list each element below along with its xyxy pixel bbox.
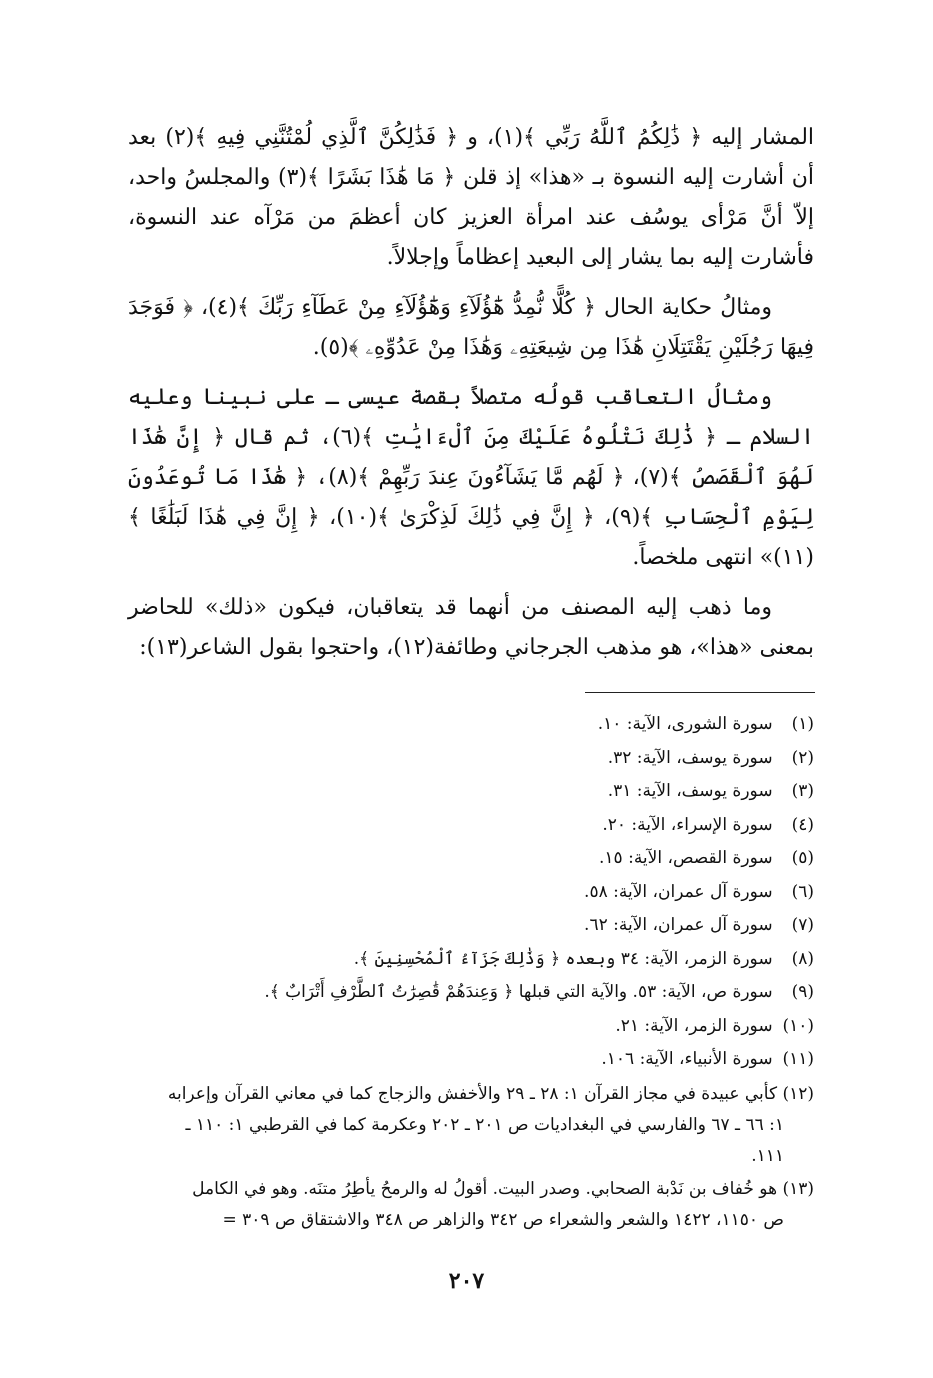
paragraph-3: ومثالُ التعاقب قولُه متصلاً بقصة عيسى ـ على نبينا وعليه السلام ـ ﴿ ذَٰلِكَ نَتْلُوهُ عَلَيْكَ مِنَ ٱلْءَايَٰتِ ﴾(٦)، ثم قال ﴿ إِنَّ هَٰذَا لَهُوَ ٱلْقَصَصُ ﴾(٧)، ﴿ لَهُم مَّا يَشَآءُونَ عِندَ رَبِّهِمْ ﴾(٨)، ﴿ هَٰذَا مَا تُوعَدُونَ لِيَوْمِ ٱلْحِسَابِ ﴾(٩)، ﴿ إِنَّ فِي ذَٰلِكَ لَذِكْرَىٰ ﴾(١٠)، ﴿ إِنَّ فِي هَٰذَا لَبَلَٰغًا ﴾(١١)» انتهى ملخصاً.: [128, 385, 814, 570]
footnote-number: (٤): [791, 814, 814, 835]
paragraph-1: المشار إليه ﴿ ذَٰلِكُمُ ٱللَّهُ رَبِّي ﴾(١)، و ﴿ فَذَٰلِكُنَّ ٱلَّذِي لُمْتُنَّنِي فِيهِ ﴾(٢) بعد أن أشارت إليه النسوة بـ «هذا» إذ قلن ﴿ مَا هَٰذَا بَشَرًا ﴾(٣) والمجلسُ واحد، إلاّ أنَّ مَرْأى يوسُف عند امرأة العزيز كان أعظمَ من مَرْآه عند النسوة، فأشارت إليه بما يشار إلى البعيد إعظاماً وإجلالاً.: [128, 125, 815, 270]
footnote-number: (١٣): [782, 1178, 814, 1199]
footnote-11: [128, 1043, 814, 1077]
footnote-9: [128, 976, 814, 1010]
footnote-8: [128, 943, 814, 977]
footnote-number: (٢): [791, 747, 814, 768]
footnote-12: [128, 1079, 814, 1172]
footnote-number: (٨): [791, 948, 814, 969]
main-text: [128, 118, 814, 678]
footnote-1: [128, 708, 814, 742]
footnote-12-line-1: [128, 1079, 814, 1110]
footnote-10: [128, 1010, 814, 1044]
footnote-divider: [585, 692, 815, 693]
footnote-3: [128, 775, 814, 809]
footnote-text: سورة الأنبياء، الآية: ١٠٦.: [601, 1049, 773, 1069]
footnote-number: (٩): [791, 982, 814, 1002]
footnote-number: (٣): [791, 781, 814, 801]
footnote-number: (١٢): [782, 1083, 814, 1104]
footnote-number: (٧): [791, 915, 814, 935]
footnote-number: (٥): [791, 848, 814, 868]
footnote-text: سورة آل عمران، الآية: ٥٨.: [584, 881, 773, 902]
footnote-text: سورة يوسف، الآية: ٣١.: [607, 781, 773, 801]
footnote-text: سورة الشورى، الآية: ١٠.: [597, 714, 773, 734]
page-number: ٢٠٧: [448, 1268, 485, 1294]
footnote-text: سورة الإسراء، الآية: ٢٠.: [602, 814, 773, 835]
footnote-13-line-1: [128, 1174, 814, 1205]
footnote-text: سورة الزمر، الآية: ٢١.: [615, 1015, 773, 1036]
footnote-12-line-2: ١: ٦٦ ـ ٦٧ والفارسي في البغداديات ص ٢٠١ ـ ٢٠٢ وعكرمة كما في القرطبي ١: ١١٠ ـ: [185, 1114, 784, 1135]
footnote-5: [128, 842, 814, 876]
footnote-text: سورة القصص، الآية: ١٥.: [599, 848, 773, 868]
footnote-6: [128, 876, 814, 910]
footnote-text: هو خُفاف بن نَدْبة الصحابي. وصدر البيت. أقولُ له والرمحُ يأطِرُ متنَه. وهو في الكامل: [192, 1178, 778, 1199]
footnotes: [128, 708, 814, 1236]
footnote-4: [128, 809, 814, 843]
footnote-number: (٦): [791, 881, 814, 902]
footnote-13-line-2: ص ١١٥٠، ١٤٢٢ والشعر والشعراء ص ٣٤٢ والزاهر ص ٣٤٨ والاشتقاق ص ٣٠٩ =: [222, 1209, 784, 1230]
footnote-text: كأبي عبيدة في مجاز القرآن ١: ٢٨ ـ ٢٩ والأخفش والزجاج كما في معاني القرآن وإعرابه: [167, 1083, 778, 1104]
footnote-number: (١): [791, 714, 814, 734]
footnote-7: [128, 909, 814, 943]
footnote-text: سورة يوسف، الآية: ٣٢.: [607, 747, 773, 768]
paragraph-4: وما ذهب إليه المصنف من أنهما قد يتعاقبان، فيكون «ذلك» للحاضر بمعنى «هذا»، هو مذهب الجرجاني وطائفة(١٢)، واحتجوا بقول الشاعر(١٣):: [128, 595, 814, 660]
paragraph-2: ومثالُ حكاية الحال ﴿ كُلًّا نُّمِدُّ هَٰٓؤُلَآءِ وَهَٰٓؤُلَآءِ مِنْ عَطَآءِ رَبِّكَ ﴾(٤)، ﴿ فَوَجَدَ فِيهَا رَجُلَيْنِ يَقْتَتِلَانِ هَٰذَا مِن شِيعَتِهِۦ وَهَٰذَا مِنْ عَدُوِّهِۦ ﴾(٥).: [128, 295, 814, 360]
footnote-13: [128, 1174, 814, 1236]
footnote-12-line-3: ١١١.: [751, 1145, 784, 1166]
footnote-text: سورة ص، الآية: ٥٣. والآية التي قبلها ﴿ وَعِندَهُمْ قَٰصِرَٰتُ ٱلطَّرْفِ أَتْرَابٌ ﴾.: [264, 982, 773, 1002]
footnote-2: [128, 742, 814, 776]
footnote-text: سورة آل عمران، الآية: ٦٢.: [584, 915, 773, 935]
footnote-text: سورة الزمر، الآية: ٣٤ وبعده ﴿ وَذَٰلِكَ جَزَآءُ ٱلْمُحْسِنِينَ ﴾.: [353, 948, 773, 969]
footnote-number: (١٠): [782, 1015, 814, 1036]
footnote-number: (١١): [782, 1049, 814, 1069]
